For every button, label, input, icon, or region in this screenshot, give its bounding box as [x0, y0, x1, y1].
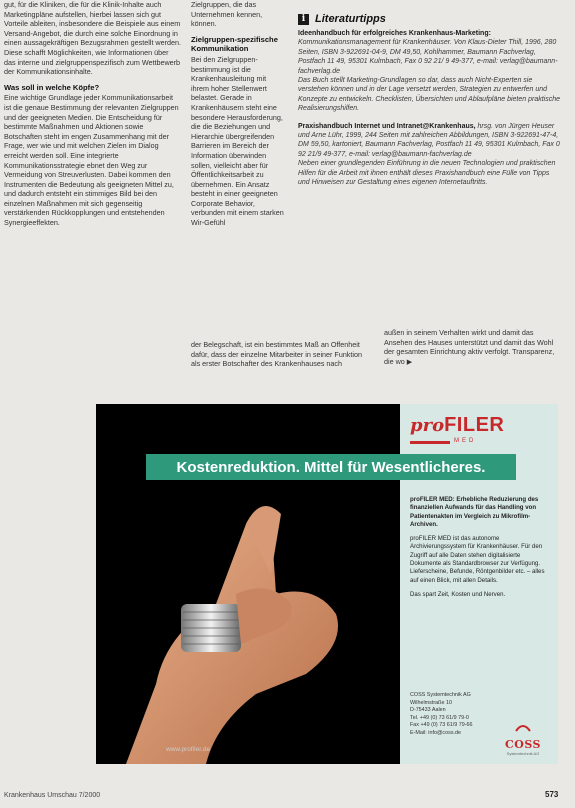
- article-paragraph: Eine wichtige Grundlage jeder Kommunikationsarbeit ist die genaue Bestimmung der relevanten Zielgruppen und der geeigneten Medien. Die Entscheidung für bestimmte Maßnahmen und Aktionen sowie Botschaften steht im engen Zusammenhang mit der Frage, wer wie und mit welchen Zielen im Dialog erreicht werden soll. Eine integrierte Kommunikationsstrategie ebnet den Weg zur Vermeidung von Streuverlusten. Dabei kommen den Instrumenten die Bedeutung als geeigneten Mittel zu, und dadurch entsteht ein stimmiges Bild bei den einzelnen Maßnahmen mit sich gegenseitig verstärkenden Rückkopplungen und entstehenden Synergieeffekten.: [4, 93, 179, 228]
- ad-headline: Kostenreduktion. Mittel für Wesentlicheres.: [146, 454, 516, 480]
- article-column-2: [191, 0, 286, 228]
- ad-paragraph: Das spart Zeit, Kosten und Nerven.: [410, 590, 506, 598]
- book-title: Ideenhandbuch für erfolgreiches Krankenhaus-Marketing:: [298, 30, 491, 37]
- profiler-logo: proFILER MED: [410, 414, 505, 444]
- advertisement: [96, 404, 558, 764]
- info-icon: i: [298, 14, 309, 25]
- book-title: Praxishandbuch Internet und Intranet@Krankenhaus,: [298, 122, 476, 130]
- article-paragraph: außen in seinem Verhalten wirkt und damit das Ansehen des Hauses unterstützt und damit das Wohl der gesamten Einrichtung aktiv verfolgt. Transparenz, die wo: [384, 328, 555, 366]
- ad-paragraph: proFILER MED: Erhebliche Reduzierung des finanziellen Aufwands für das Handling von Patientenakten im Vergleich zu Mikrofilm-Archiven.: [410, 496, 539, 528]
- literature-box: [298, 14, 562, 196]
- literature-entry: [298, 122, 562, 188]
- section-heading: Zielgruppen-spezifische Kommunikation: [191, 34, 278, 54]
- article-continuation: [384, 328, 562, 367]
- book-details: Kommunikationsmanagement für Krankenhäuser. Von Klaus-Dieter Thill, 1996, 280 Seiten, ISBN 3-922691-04-9, DM 49,50, Kohlhammer, Baumann Fachverlag, Postfach 11 49, 95301 Kulmbach, Fax 0 92 21/ 9 49-377, e-mail: verlag@baumann-fachverlag.de: [298, 39, 558, 75]
- ad-paragraph: proFILER MED ist das autonome Archivierungssystem für Krankenhäuser. Für den Zugriff auf alle Daten stehen digitalisierte Dokumente als Standardbrowser zur Verfügung. Lieferscheine, Befunde, Röntgenbilder etc. – alles auf einen Blick, mit allen Details.: [410, 535, 545, 584]
- book-description: Neben einer grundlegenden Einführung in die neuen Technologien und praktischen Hilfen für die Arbeit mit ihnen enthält dieses Praxishandbuch eine Fülle von Tipps und Hinweisen zur Gestaltung eines eigenen Internetauftritts.: [298, 160, 556, 187]
- article-continuation: [191, 340, 369, 369]
- continue-arrow-icon: ▶: [406, 358, 413, 366]
- literature-entry: [298, 29, 562, 114]
- ad-copy: [410, 496, 550, 605]
- coss-mark-icon: [514, 721, 532, 733]
- footer-publication: Krankenhaus Umschau 7/2000: [4, 792, 101, 799]
- coss-logo: COSS Systemtechnik AG: [498, 720, 548, 754]
- ad-url: www.profiler.de: [166, 746, 211, 753]
- literature-header: [298, 14, 562, 25]
- book-details: hrsg. von Jürgen Heuser und Arne Lühr, 1999, 244 Seiten mit zahlreichen Abbildungen, ISBN 3-922691-47-4, DM 59,50, kartoniert, Baumann Fachverlag, Postfach 11 49, 95301 Kulmbach, Fax 0 92 21/9 49-377, e-mail: verlag@baumann-fachverlag.de: [298, 122, 560, 158]
- article-paragraph: Zielgruppen, die das Unternehmen kennen, können.: [191, 0, 263, 29]
- page-number: 573: [545, 790, 559, 799]
- article-paragraph: gut, für die Kliniken, die für die Klinik-Inhalte auch Marketingpläne aufstellen, hierbei lassen sich gut Vorteile ableiten, insbesondere die Beispiele aus einem Versand-Angebot, die durch eine solche Einordnung in einen aussagekräftigen Bezugsrahmen gestellt werden. Diese schafft Möglichkeiten, wie Informationen über das interne und zielgruppenspezifisch zum Wettbewerb der Kommunikationsinhalte.: [4, 0, 182, 77]
- article-paragraph: Bei den Zielgruppen-bestimmung ist die Krankenhausleitung mit ihrem hoher Stellenwert belastet. Gerade in Krankenhäusern steht eine besondere Herausforderung, die die Beziehungen und Hierarchie übergreifenden Barrieren im Bereich der Information überwinden sollen, vielleicht aber für Öffentlichkeitsarbeit zu übernehmen. Ein Ansatz besteht in einer geeigneten Corporate Behavior, verbunden mit einem starken Wir-Gefühl: [191, 54, 284, 228]
- literature-title: Literaturtipps: [315, 12, 386, 25]
- section-heading: Was soll in welche Köpfe?: [4, 82, 100, 92]
- article-paragraph: der Belegschaft, ist ein bestimmtes Maß an Offenheit dafür, dass der einzelne Mitarbeiter in seiner Funktion als erster Botschafter des Krankenhauses nach: [191, 340, 362, 369]
- article-column-1: [4, 0, 182, 228]
- hand-holding-coins-image: [96, 484, 396, 764]
- ad-contact: COSS Systemtechnik AG Wilhelmstraße 10 D-75433 Aalen Tel. +49 (0) 73 61/9 79-0 Fax +49 (0) 73 61/9 79-66 E-Mail: info@coss.de: [410, 692, 473, 736]
- book-description: Das Buch stellt Marketing-Grundlagen so dar, dass auch Nicht-Experten sie verstehen können und in der Lage versetzt werden, Strategien zu entwerfen und Konzepte zu entwickeln. Checklisten, Übersichten und Ablaufpläne bieten praktische Realisierungshilfen.: [298, 77, 561, 113]
- logo-bar-icon: [410, 441, 450, 444]
